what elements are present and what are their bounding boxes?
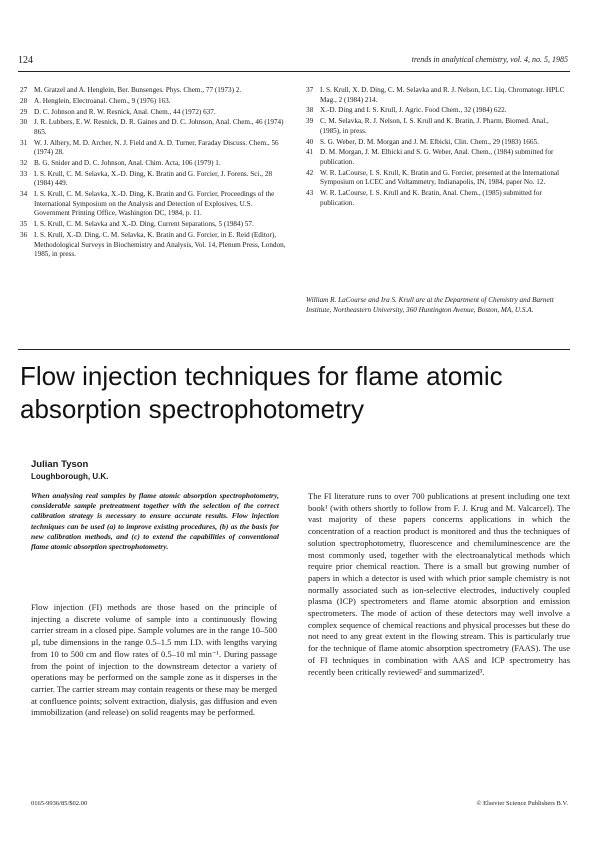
reference-item — [20, 139, 288, 158]
reference-item — [20, 170, 288, 189]
article-title: Flow injection techniques for flame atomic absorption spectrophotometry — [20, 361, 503, 424]
reference-number: 43 — [306, 189, 314, 198]
reference-number: 31 — [20, 138, 28, 147]
reference-number: 39 — [306, 117, 314, 126]
reference-item — [306, 148, 568, 167]
author-name: Julian Tyson — [31, 459, 89, 470]
reference-number: 38 — [306, 106, 314, 115]
reference-text: I. S. Krull, C. M. Selavka and X.-D. Ding, Current Separations, 5 (1984) 57. — [34, 220, 254, 229]
reference-text: D. C. Johnson and R. W. Resnick, Anal. Chem., 44 (1972) 637. — [34, 107, 216, 116]
reference-number: 33 — [20, 169, 28, 178]
reference-item — [306, 106, 568, 116]
reference-number: 30 — [20, 118, 28, 127]
paragraph: Flow injection (FI) methods are those based on the principle of injecting a discrete volume of sample into a continuously flowing carrier stream in a closed pipe. Sample volumes are in the range 10–500 µl, tube dimensions in the range 0.5–1.5 mm I.D. with lengths varying from 10 to 500 cm and flow rates of 0.5–10 ml min⁻¹. During passage from the point of injection to the downstream detector a variety of operations may be performed on the sample zone as it disperses in the carrier. The carrier stream may contain reagents or these may be merged at confluence points; solvent extraction, dialysis, gas diffusion and even immobilization (and release) on solid reagents may be performed. — [31, 602, 277, 718]
reference-item — [306, 169, 568, 188]
running-head: trends in analytical chemistry, vol. 4, no. 5, 1985 — [411, 55, 568, 64]
reference-text: I. S. Krull, X.-D. Ding, C. M. Selavka, K. Bratin and G. Forcier, in E. Reid (Editor), Methodological Surveys in Biochemistry and Analysis, Vol. 14, Plenum Press, London, 1985, in press. — [34, 231, 286, 259]
references-right-column — [306, 86, 568, 209]
reference-text: W. R. LaCourse, I. S. Krull and K. Bratin, Anal. Chem., (1985) submitted for publication. — [320, 189, 542, 207]
reference-text: X.-D. Ding and I. S. Krull, J. Agric. Food Chem., 32 (1984) 622. — [320, 106, 507, 115]
reference-number: 34 — [20, 190, 28, 199]
page-number: 124 — [18, 55, 33, 66]
reference-item — [20, 97, 288, 107]
reference-item — [306, 138, 568, 148]
reference-item — [20, 108, 288, 118]
reference-number: 37 — [306, 86, 314, 94]
reference-item — [306, 117, 568, 136]
reference-text: J. R. Lubbers, E. W. Resnick, D. R. Gaines and D. C. Johnson, Anal. Chem., 46 (1974) 865. — [34, 118, 284, 136]
reference-text: W. J. Albery, M. D. Archer, N. J. Field and A. D. Turner, Faraday Discuss. Chem., 56 (1974) 28. — [34, 138, 279, 157]
reference-text: M. Gratzel and A. Henglein, Ber. Bunsenges. Phys. Chem., 77 (1973) 2. — [34, 86, 242, 94]
reference-number: 36 — [20, 231, 28, 239]
reference-item — [306, 189, 568, 208]
reference-number: 27 — [20, 86, 28, 94]
reference-item — [20, 220, 288, 230]
header-rule — [18, 71, 570, 72]
section-rule — [18, 349, 570, 350]
reference-number: 41 — [306, 148, 314, 157]
reference-number: 40 — [306, 137, 314, 146]
reference-text: I. S. Krull, C. M. Selavka, X.-D. Ding, K. Bratin and G. Forcier, J. Forens. Sci., 28 (1984) 449. — [34, 169, 273, 188]
abstract: When analysing real samples by flame atomic absorption spectrophotometry, considerable sample pretreatment together with the selection of the correct calibration strategy is necessary to ensure accurate results. Flow injection techniques can be used (a) to improve existing procedures, (b) as the basis for new calibration methods, and (c) to extend the capabilities of conventional flame atomic absorption spectrophotometry. — [31, 491, 279, 552]
reference-text: W. R. LaCourse, I. S. Krull, K. Bratin and G. Forcier, presented at the International Symposium on LCEC and Voltammetry, Indianapolis, IN, 1984, paper No. 12. — [320, 168, 560, 187]
reference-number: 29 — [20, 107, 28, 116]
reference-text: I. S. Krull, X. D. Ding, C. M. Selavka and R. J. Nelson, LC. Liq. Chromatogr. HPLC Mag., 2 (1984) 214. — [320, 86, 565, 104]
paragraph: The FI literature runs to over 700 publications at present including one text book¹ (with others shortly to follow from F. J. Krug and M. Valcarcel). The vast majority of these papers concerns applications in which the concentration of a reaction product is monitored and thus the techniques of solution spectrophotometry, fluorescence and chemiluminescence are the most commonly used, together with the electroanalytical methods which require prior chemical reaction. There is a small but growing number of papers in which a detector is used with which prior sample chemistry is not normally associated such as ion-selective electrodes, inductively coupled plasma (ICP) spectrometers and flame atomic absorption and emission spectrometers. The mode of action of these detectors may well involve a complex sequence of chemical reactions and physical processes but these do not need to any great extent in the flowing stream. This is particularly true for the technique of flame atomic absorption spectrometry (FAAS). The use of FI techniques in combination with AAS and ICP spectrometry has recently been critically reviewed² and summarized³. — [308, 491, 570, 677]
reference-text: D. M. Morgan, J. M. Elbicki and S. G. Weber, Anal. Chem., (1984) submitted for publication. — [320, 148, 554, 166]
reference-item — [306, 86, 568, 105]
references-left-column — [20, 86, 288, 261]
reference-number: 28 — [20, 96, 28, 105]
body-text-right — [308, 491, 570, 678]
footer-copyright: © Elsevier Science Publishers B.V. — [476, 800, 568, 807]
reference-text: A. Henglein, Electroanal. Chem., 9 (1976) 163. — [34, 96, 171, 105]
author-affiliation-note: William R. LaCourse and Ira S. Krull are at the Department of Chemistry and Barnett Institute, Northeastern University, 360 Huntington Avenue, Boston, MA, U.S.A. — [306, 296, 554, 314]
reference-item — [20, 86, 288, 96]
footer-code: 0165-9936/85/$02.00 — [31, 800, 88, 807]
author-location: Loughborough, U.K. — [31, 472, 109, 481]
reference-number: 32 — [20, 159, 28, 168]
reference-item — [20, 190, 288, 219]
reference-item — [20, 159, 288, 169]
reference-text: I. S. Krull, C. M. Selavka, X.-D. Ding, K. Bratin and G. Forcier, Proceedings of the International Symposium on the Analysis and Detection of Explosives, U.S. Government Printing Office, Washington DC, 1984, p. 11. — [34, 190, 275, 218]
reference-text: B. G. Snider and D. C. Johnson, Anal. Chim. Acta, 106 (1979) 1. — [34, 159, 221, 168]
body-text-left — [31, 602, 277, 719]
reference-item — [20, 231, 288, 260]
reference-number: 35 — [20, 220, 28, 229]
reference-text: S. G. Weber, D. M. Morgan and J. M. Elbicki, Clin. Chem., 29 (1983) 1665. — [320, 137, 539, 146]
reference-item — [20, 118, 288, 137]
reference-number: 42 — [306, 168, 314, 177]
reference-text: C. M. Selavka, R. J. Nelson, I. S. Krull and K. Bratin, J. Pharm. Biomed. Anal., (1985), in press. — [320, 117, 549, 135]
